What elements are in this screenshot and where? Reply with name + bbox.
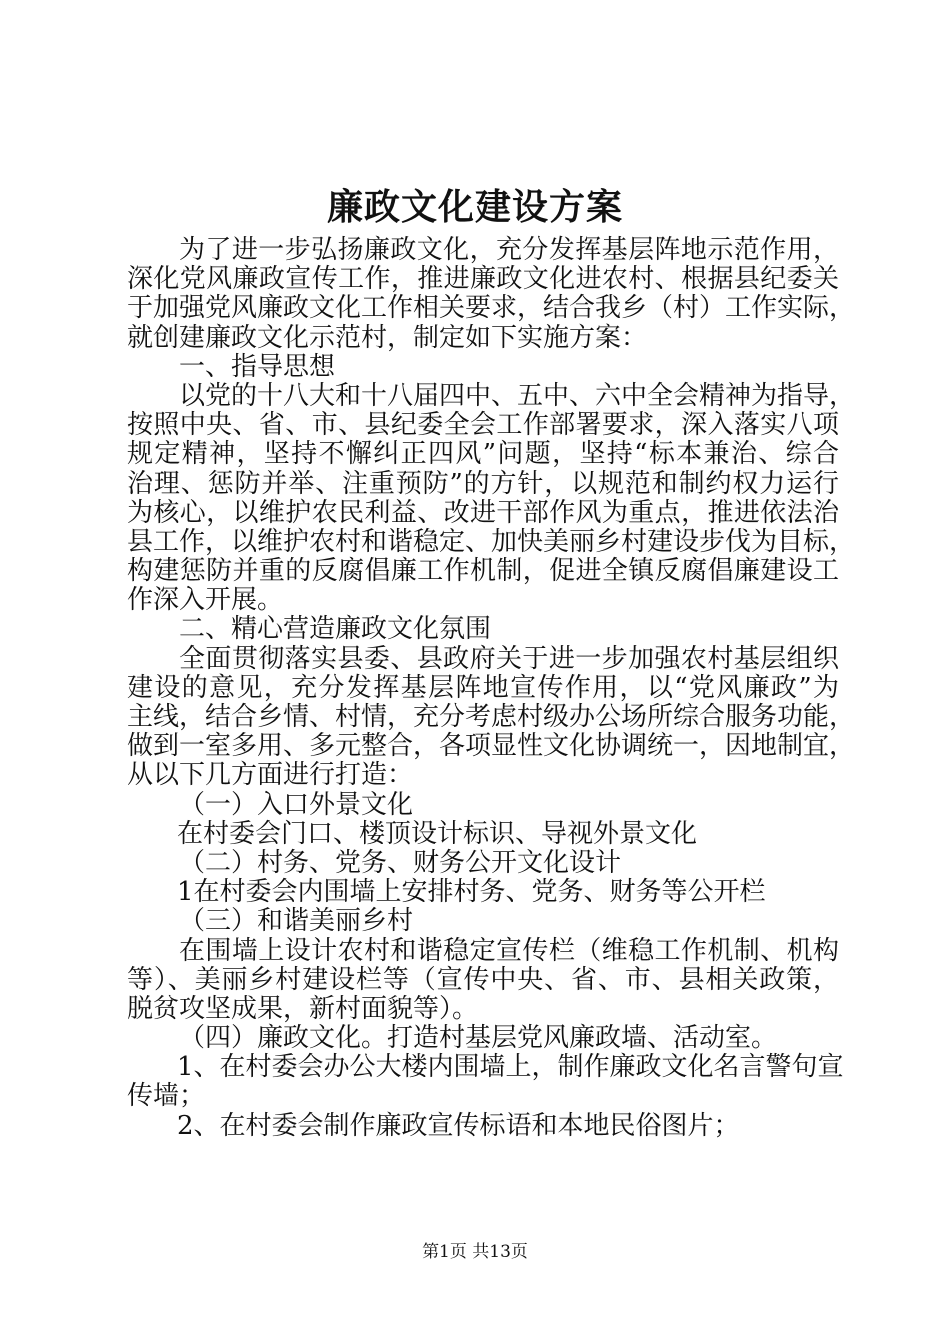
document-title: 廉政文化建设方案: [326, 186, 623, 228]
paragraph-line: 1在村委会内围墙上安排村务、党务、财务等公开栏: [177, 877, 766, 908]
paragraph-line: 1、在村委会办公大楼内围墙上，制作廉政文化名言警句宣: [177, 1052, 844, 1083]
paragraph-line: 作深入开展。: [127, 585, 284, 616]
subsection-heading: （一）入口外景文化: [179, 789, 414, 820]
paragraph-line: 为了进一步弘扬廉政文化，充分发挥基层阵地示范作用，: [179, 235, 839, 265]
subsection-heading: （四）廉政文化。打造村基层党风廉政墙、活动室。: [179, 1023, 778, 1054]
paragraph-line: 主线，结合乡情、村情，充分考虑村级办公场所综合服务功能，: [127, 702, 856, 732]
paragraph-line: 2、在村委会制作廉政宣传标语和本地民俗图片；: [177, 1110, 740, 1141]
section-heading: 二、精心营造廉政文化氛围: [179, 614, 492, 645]
paragraph-line: 在村委会门口、楼顶设计标识、导视外景文化: [177, 818, 698, 849]
paragraph-line: 于加强党风廉政文化工作相关要求，结合我乡（村）工作实际，: [127, 293, 856, 324]
paragraph-line: 深化党风廉政宣传工作，推进廉政文化进农村、根据县纪委关: [127, 264, 839, 295]
subsection-heading: （二）村务、党务、财务公开文化设计: [179, 847, 622, 878]
section-heading: 一、指导思想: [179, 351, 336, 382]
paragraph-line: 构建惩防并重的反腐倡廉工作机制，促进全镇反腐倡廉建设工: [127, 556, 839, 587]
paragraph-line: 建设的意见，充分发挥基层阵地宣传作用，以“党风廉政”为: [127, 672, 839, 703]
document-body: [127, 235, 856, 1141]
paragraph-line: 以党的十八大和十八届四中、五中、六中全会精神为指导，: [179, 380, 856, 411]
paragraph-line: 为核心，以维护农民利益、改进干部作风为重点，推进依法治: [127, 497, 839, 528]
paragraph-line: 治理、惩防并举、注重预防”的方针，以规范和制约权力运行: [127, 468, 839, 499]
page-number: 第1页 共13页: [422, 1242, 528, 1262]
paragraph-line: 等）、美丽乡村建设栏等（宣传中央、省、市、县相关政策，: [127, 964, 839, 995]
paragraph-line: 传墙；: [127, 1081, 206, 1112]
paragraph-line: 在围墙上设计农村和谐稳定宣传栏（维稳工作机制、机构: [179, 935, 839, 966]
paragraph-line: 按照中央、省、市、县纪委全会工作部署要求，深入落实八项: [127, 410, 839, 441]
paragraph-line: 做到一室多用、多元整合，各项显性文化协调统一，因地制宜，: [127, 731, 856, 762]
paragraph-line: 就创建廉政文化示范村，制定如下实施方案：: [127, 322, 648, 353]
paragraph-line: 县工作，以维护农村和谐稳定、加快美丽乡村建设步伐为目标，: [127, 526, 856, 557]
subsection-heading: （三）和谐美丽乡村: [179, 906, 414, 937]
paragraph-line: 从以下几方面进行打造：: [127, 760, 414, 791]
paragraph-line: 规定精神，坚持不懈纠正四风”问题，坚持“标本兼治、综合: [127, 439, 839, 470]
paragraph-line: 脱贫攻坚成果，新村面貌等）。: [127, 993, 479, 1024]
paragraph-line: 全面贯彻落实县委、县政府关于进一步加强农村基层组织: [179, 643, 839, 674]
